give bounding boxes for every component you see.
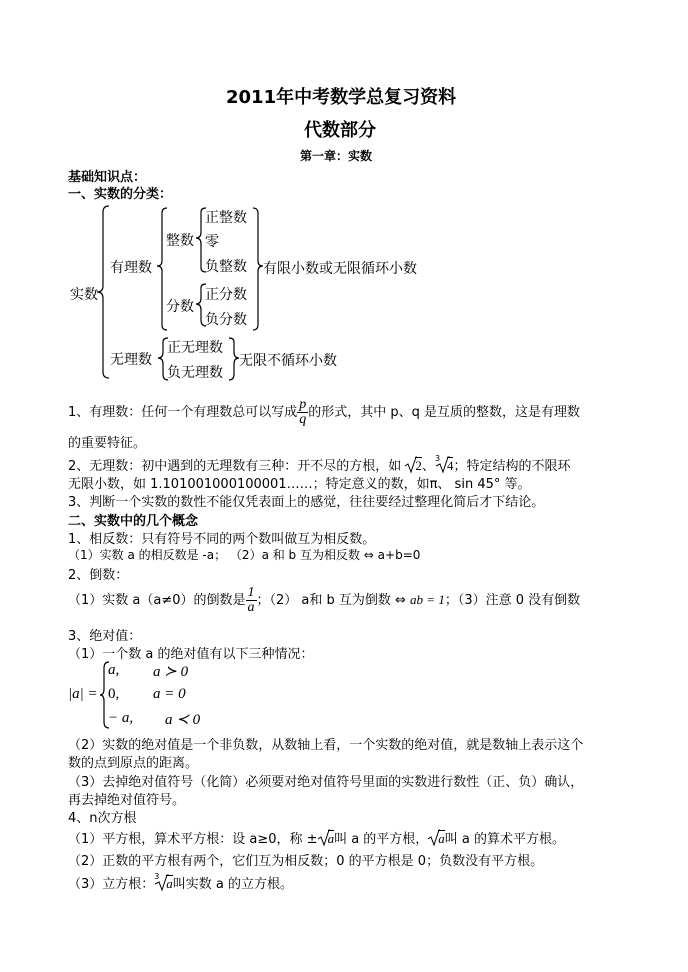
node-negative-fraction: 负分数 bbox=[205, 312, 247, 328]
text: ；（3）注意 0 没有倒数 bbox=[444, 593, 581, 608]
reciprocal-heading: 2、倒数： bbox=[68, 568, 129, 583]
text: 叫实数 a 的立方根。 bbox=[172, 877, 294, 892]
case3-condition: a ≺ 0 bbox=[165, 712, 201, 728]
node-positive-fraction: 正分数 bbox=[205, 287, 247, 303]
radical-sign bbox=[405, 456, 417, 474]
node-real-number: 实数 bbox=[70, 287, 98, 303]
irrational-definition-cont: 无限小数，如 1.101001000100001……；特定意义的数，如π、 sin 45° 等。 bbox=[68, 477, 531, 492]
radicand: 2 bbox=[415, 458, 422, 473]
fraction-p-over-q bbox=[297, 398, 308, 427]
basic-knowledge-heading: 基础知识点： bbox=[68, 170, 147, 185]
cbrt-4 bbox=[434, 454, 454, 474]
node-negative-irrational: 负无理数 bbox=[167, 365, 223, 381]
page-title: 2011年中考数学总复习资料 bbox=[226, 87, 457, 108]
page-subtitle: 代数部分 bbox=[304, 120, 376, 141]
text: ；特定结构的不限环 bbox=[453, 459, 571, 474]
radicand: 4 bbox=[446, 458, 454, 473]
text: （1）平方根，算术平方根：设 a≥0，称 ± bbox=[68, 832, 318, 847]
text: ；（2） a和 b 互为倒数 ⇔ bbox=[256, 593, 411, 608]
root-index: 3 bbox=[154, 872, 160, 881]
radicand: a bbox=[166, 876, 173, 891]
irrational-description: 无限不循环小数 bbox=[239, 353, 337, 369]
case3-value: − a, bbox=[108, 710, 134, 726]
radicand: a bbox=[327, 831, 335, 846]
radical-sign bbox=[428, 829, 440, 847]
abs-lhs: |a| = bbox=[68, 686, 98, 702]
separator: 、 bbox=[421, 459, 435, 474]
classification-braces bbox=[0, 0, 688, 400]
case1-condition: a ≻ 0 bbox=[153, 664, 189, 680]
fraction-one-over-a bbox=[246, 586, 257, 615]
abs-line2a: （2）实数的绝对值是一个非负数，从数轴上看，一个实数的绝对值，就是数轴上表示这个 bbox=[68, 738, 584, 753]
node-zero: 零 bbox=[205, 234, 219, 250]
roots-line3 bbox=[68, 873, 293, 892]
numerator: 1 bbox=[247, 585, 255, 600]
text: 2、无理数：初中遇到的无理数有三种：开不尽的方根，如 bbox=[68, 459, 402, 474]
abs-line2b: 数的点到原点的距离。 bbox=[68, 756, 199, 771]
rational-definition bbox=[68, 398, 580, 427]
concepts-heading: 二、实数中的几个概念 bbox=[68, 514, 199, 529]
text: 1、有理数：任何一个有理数总可以写成 bbox=[68, 405, 298, 420]
root-index: 3 bbox=[434, 454, 441, 463]
radical-sign bbox=[155, 874, 169, 892]
rational-definition-cont: 的重要特征。 bbox=[68, 436, 147, 451]
irrational-definition bbox=[68, 455, 570, 474]
denominator: q bbox=[299, 412, 307, 427]
sqrt-a bbox=[318, 831, 335, 847]
chapter-heading: 第一章：实数 bbox=[300, 149, 373, 163]
reciprocal-line bbox=[68, 586, 580, 615]
opposite-heading: 1、相反数：只有符号不同的两个数叫做互为相反数。 bbox=[68, 532, 376, 547]
node-integer: 整数 bbox=[166, 233, 194, 249]
sqrt-2 bbox=[405, 458, 422, 474]
equation: ab = 1 bbox=[410, 592, 445, 607]
classification-heading: 一、实数的分类： bbox=[68, 187, 173, 202]
abs-line3b: 再去掉绝对值符号。 bbox=[68, 793, 186, 808]
roots-line2: （2）正数的平方根有两个，它们互为相反数；0 的平方根是 0；负数没有平方根。 bbox=[68, 854, 544, 869]
text: 叫 a 的算术平方根。 bbox=[444, 832, 566, 847]
rational-description: 有限小数或无限循环小数 bbox=[263, 261, 417, 277]
text: （1）实数 a（a≠0）的倒数是 bbox=[68, 593, 246, 608]
cbrt-a bbox=[154, 872, 173, 892]
number-nature-note: 3、判断一个实数的数性不能仅凭表面上的感觉，往往要经过整理化简后才下结论。 bbox=[68, 495, 545, 510]
radical-sign bbox=[318, 829, 330, 847]
abs-line3a: （3）去掉绝对值符号（化简）必须要对绝对值符号里面的实数进行数性（正、负）确认， bbox=[68, 775, 584, 790]
node-irrational: 无理数 bbox=[110, 352, 152, 368]
denominator: a bbox=[247, 600, 255, 615]
abs-line1: （1）一个数 a 的绝对值有以下三种情况： bbox=[68, 647, 314, 662]
text: （3）立方根： bbox=[68, 877, 155, 892]
numerator: p bbox=[299, 397, 307, 412]
radical-sign bbox=[436, 456, 450, 474]
node-rational: 有理数 bbox=[110, 260, 152, 276]
roots-heading: 4、n次方根 bbox=[68, 811, 137, 826]
text: 的形式，其中 p、q 是互质的整数，这是有理数 bbox=[308, 405, 581, 420]
radicand: a bbox=[438, 831, 445, 846]
node-negative-integer: 负整数 bbox=[205, 259, 247, 275]
case1-value: a, bbox=[108, 662, 120, 678]
sqrt-a-2 bbox=[428, 831, 445, 847]
abs-heading: 3、绝对值： bbox=[68, 629, 142, 644]
case2-condition: a = 0 bbox=[153, 686, 186, 702]
node-fraction: 分数 bbox=[166, 299, 194, 315]
case2-value: 0, bbox=[108, 686, 120, 702]
roots-line1 bbox=[68, 828, 565, 847]
node-positive-integer: 正整数 bbox=[205, 210, 247, 226]
node-positive-irrational: 正无理数 bbox=[167, 340, 223, 356]
text: 叫 a 的平方根， bbox=[334, 832, 429, 847]
opposite-line: （1）实数 a 的相反数是 -a； （2）a 和 b 互为相反数 ⇔ a+b=0 bbox=[68, 548, 421, 562]
